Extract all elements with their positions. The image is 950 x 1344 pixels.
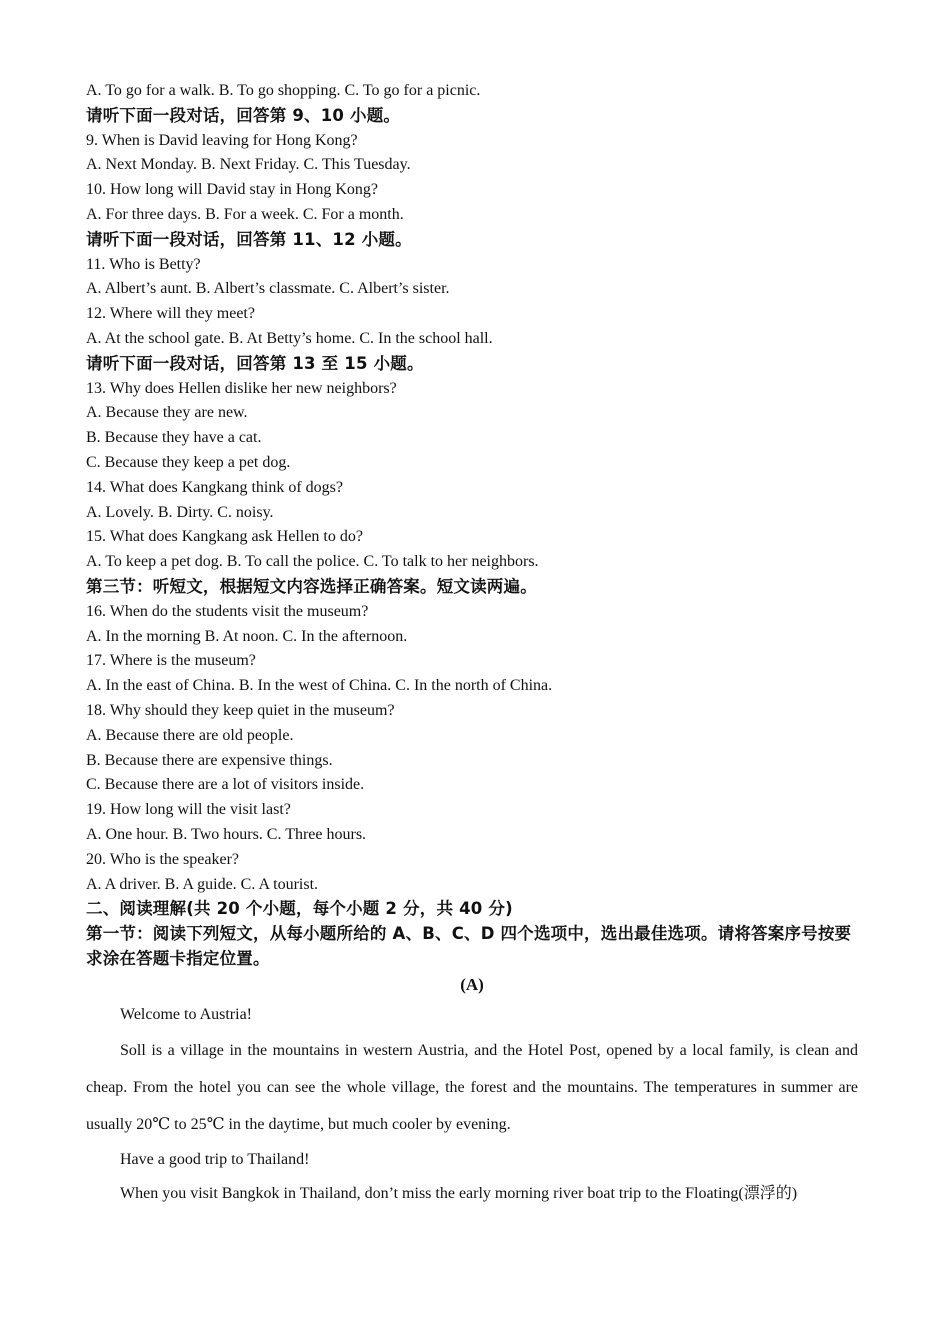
question-line: 14. What does Kangkang think of dogs?: [86, 478, 343, 496]
question-line: A. Lovely. B. Dirty. C. noisy.: [86, 503, 274, 521]
question-line: A. To go for a walk. B. To go shopping. C. To go for a picnic.: [86, 82, 481, 99]
question-line: A. A driver. B. A guide. C. A tourist.: [86, 875, 319, 893]
question-line: 17. Where is the museum?: [86, 652, 256, 670]
question-line: C. Because they keep a pet dog.: [86, 453, 291, 471]
question-line: B. Because they have a cat.: [86, 429, 262, 447]
reading-section-title: 二、阅读理解(共 20 个小题，每个小题 2 分，共 40 分): [86, 899, 513, 919]
question-line: 20. Who is the speaker?: [86, 850, 239, 868]
question-line: 13. Why does Hellen dislike her new neighbors?: [86, 379, 397, 397]
question-line: 10. How long will David stay in Hong Kong?: [86, 181, 378, 199]
section-instruction: 第三节：听短文，根据短文内容选择正确答案。短文读两遍。: [86, 576, 537, 596]
passage-paragraph-austria: Soll is a village in the mountains in western Austria, and the Hotel Post, opened by a local family, is clean and cheap. From the hotel you can see the whole village, the forest and the mountains. The temperatures in summer are usually 20℃ to 25℃ in the daytime, but much cooler by evening.: [86, 1041, 858, 1133]
question-line: A. Because they are new.: [86, 404, 248, 422]
question-line: 18. Why should they keep quiet in the museum?: [86, 701, 395, 719]
listening-section: [86, 79, 858, 897]
question-line: A. At the school gate. B. At Betty’s home. C. In the school hall.: [86, 329, 493, 347]
passage-label: (A): [460, 974, 484, 994]
reading-instruction: 第一节：阅读下列短文，从每小题所给的 A、B、C、D 四个选项中，选出最佳选项。请将答案序号按要求涂在答题卡指定位置。: [86, 924, 852, 968]
question-line: C. Because there are a lot of visitors inside.: [86, 776, 365, 794]
question-line: 16. When do the students visit the museum?: [86, 602, 369, 620]
question-line: A. To keep a pet dog. B. To call the police. C. To talk to her neighbors.: [86, 553, 539, 571]
question-line: A. For three days. B. For a week. C. For a month.: [86, 205, 404, 223]
question-line: A. One hour. B. Two hours. C. Three hours.: [86, 825, 367, 843]
question-line: A. In the east of China. B. In the west of China. C. In the north of China.: [86, 677, 553, 695]
question-line: B. Because there are expensive things.: [86, 751, 333, 769]
section-instruction: 请听下面一段对话，回答第 13 至 15 小题。: [86, 353, 424, 373]
question-line: A. In the morning B. At noon. C. In the afternoon.: [86, 627, 408, 645]
section-instruction: 请听下面一段对话，回答第 11、12 小题。: [86, 229, 412, 249]
passage-paragraph-thailand: When you visit Bangkok in Thailand, don’t miss the early morning river boat trip to the Floating(漂浮的): [120, 1184, 798, 1202]
question-line: 19. How long will the visit last?: [86, 801, 291, 819]
question-line: A. Next Monday. B. Next Friday. C. This Tuesday.: [86, 156, 411, 174]
question-line: 11. Who is Betty?: [86, 255, 201, 273]
passage-heading-thailand: Have a good trip to Thailand!: [120, 1150, 310, 1168]
section-instruction: 请听下面一段对话，回答第 9、10 小题。: [86, 105, 401, 125]
question-line: 12. Where will they meet?: [86, 305, 255, 323]
question-line: 9. When is David leaving for Hong Kong?: [86, 131, 358, 149]
passage-heading-austria: Welcome to Austria!: [120, 1005, 253, 1023]
question-line: A. Albert’s aunt. B. Albert’s classmate. C. Albert’s sister.: [86, 280, 450, 298]
exam-page: [86, 79, 858, 1211]
question-line: 15. What does Kangkang ask Hellen to do?: [86, 528, 363, 546]
question-line: A. Because there are old people.: [86, 726, 294, 744]
